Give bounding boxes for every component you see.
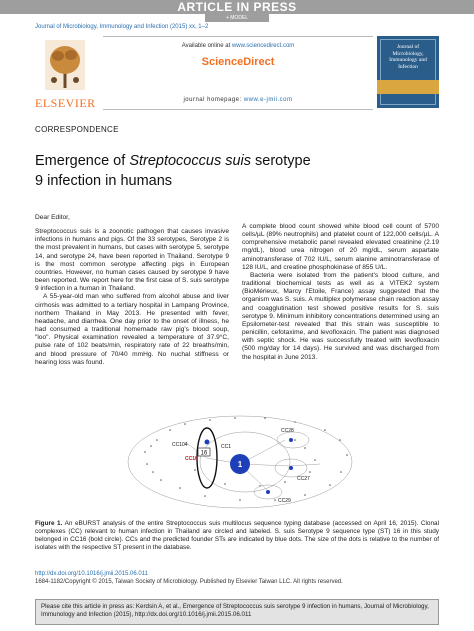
journal-reference[interactable]: Journal of Microbiology, Immunology and Infection (2015) xx, 1–2	[35, 24, 209, 30]
st16-label: 16	[200, 450, 208, 457]
article-in-press-banner: ARTICLE IN PRESS	[0, 0, 474, 14]
journal-homepage: journal homepage: www.e-jmii.com	[183, 97, 293, 103]
salutation: Dear Editor,	[35, 214, 70, 221]
cover-title: Journal of Microbiology, Immunology and Infection	[389, 44, 427, 70]
st16-node	[205, 440, 210, 445]
journal-cover	[377, 36, 439, 108]
cc-label: CC1	[221, 444, 232, 450]
body-right-column	[242, 223, 439, 362]
doi-link[interactable]: http://dx.doi.org/10.1016/j.jmii.2015.06.011	[35, 571, 148, 577]
cover-band	[377, 80, 439, 94]
sciencedirect-link[interactable]: www.sciencedirect.com	[231, 43, 295, 49]
article-title: Emergence of Streptococcus suis serotype 9 infection in humans	[35, 153, 311, 189]
figure-caption: Figure 1. An eBURST analysis of the entire Streptococcus suis multilocus sequence typing database (accessed on April 16, 2015). Clonal complexes (CC) relevant to human infection in Thailand are circled and labeled. S. suis Serotype 9 sequence type (ST) 16 in this study belonged in CC16 (bold circle). CCs and the predicted founder STs are indicated by blue dots. The size of the dots is relative to the number of isolates with the respective ST present in the database.	[35, 520, 439, 551]
cc28-node	[289, 438, 293, 442]
paragraph: A 55-year-old man who suffered from alcohol abuse and liver cirrhosis was admitted to a tertiary hospital in Lampang Province, northern Thailand in May 2013. He presented with fever, headache, and diarrhea. One day prior to the onset of illness, he had consumed a traditional homemade raw pig's blood soup, "loo". Physical examination revealed a temperature of 37.9°C, pulse rate of 102 beats/min, respiratory rate of 22 breaths/min, and blood pressure of 70/40 mmHg. No nuchal stiffness or hearing loss was found.	[35, 293, 229, 366]
cc-label: CC28	[281, 428, 294, 434]
publisher-name: ELSEVIER	[35, 96, 96, 110]
paragraph: A complete blood count showed white blood cell count of 5700 cells/µL (89% neutrophils) and platelet count of 122,000 cells/µL. A comprehensive metabolic panel revealed elevated creatinine (2.19 mg/dL), blood urea nitrogen of 20 mg/dL, serum aspartate aminotransferase of 702 IU/L, serum alanine aminotransferase of 128 IU/L, and creatine phosphokinase of 855 U/L.	[242, 223, 439, 271]
paragraph: Bacteria were isolated from the patient's blood culture, and traditional biochemical tests as well as a VITEK2 system (BioMérieux, Marcy l'Etoile, France) assay suggested that the organism was S. suis. A multiplex polymerase chain reaction assay and coagglutination test showed positive results for S. suis serotype 9. Minimum inhibitory concentrations determined using an Epsilometer-test revealed that this strain was susceptible to penicillin, cefotaxime, and levofloxacin. The patient was diagnosed with septic shock. He was successfully treated with levofloxacin (500 mg/day for 14 days). He survived and was discharged from the hospital in June 2013.	[242, 271, 439, 361]
model-tag: + MODEL	[205, 14, 269, 22]
figure-eburst	[35, 400, 439, 520]
section-label: CORRESPONDENCE	[35, 125, 119, 134]
eburst-diagram	[35, 400, 439, 520]
sciencedirect-block	[103, 36, 373, 110]
paragraph: Streptococcus suis is a zoonotic pathogen that causes invasive infections in humans and pigs. Of the 33 serotypes, Serotype 2 is the most prevalent in humans, but cases with serotype 5, serotype 14, and serotype 24, have been reported in Thailand. Serotype 9 is the most common serotype affecting pigs in European countries. However, no human cases caused by serotype 9 have been reported. We report here for the first case of S. suis serotype 9 infection in a human in Thailand.	[35, 228, 229, 293]
cc-label: CC16	[185, 456, 198, 462]
journal-header	[35, 36, 439, 110]
available-online: Available online at www.sciencedirect.com	[181, 43, 295, 49]
journal-homepage-link[interactable]: www.e-jmii.com	[243, 97, 293, 103]
cc-label: CC27	[297, 476, 310, 482]
elsevier-tree-icon	[45, 40, 85, 90]
cc27-node	[289, 466, 293, 470]
cc29-node	[266, 490, 270, 494]
cc-label: CC104	[172, 442, 188, 448]
founder-label: 1	[237, 460, 243, 469]
sciencedirect-logo: ScienceDirect	[201, 56, 275, 68]
copyright-line: 1684-1182/Copyright © 2015, Taiwan Society of Microbiology. Published by Elsevier Taiwan LLC. All rights reserved.	[35, 579, 343, 585]
cc-label: CC29	[278, 498, 291, 504]
citation-box: Please cite this article in press as: Kerdsin A, et al., Emergence of Streptococcus suis serotype 9 infection in humans, Journal of Microbiology, Immunology and Infection (2015), http://dx.doi.org/10.1016/j.jmii.2015.06.011	[35, 599, 439, 625]
body-left-column	[35, 214, 229, 367]
elsevier-logo	[35, 38, 95, 108]
